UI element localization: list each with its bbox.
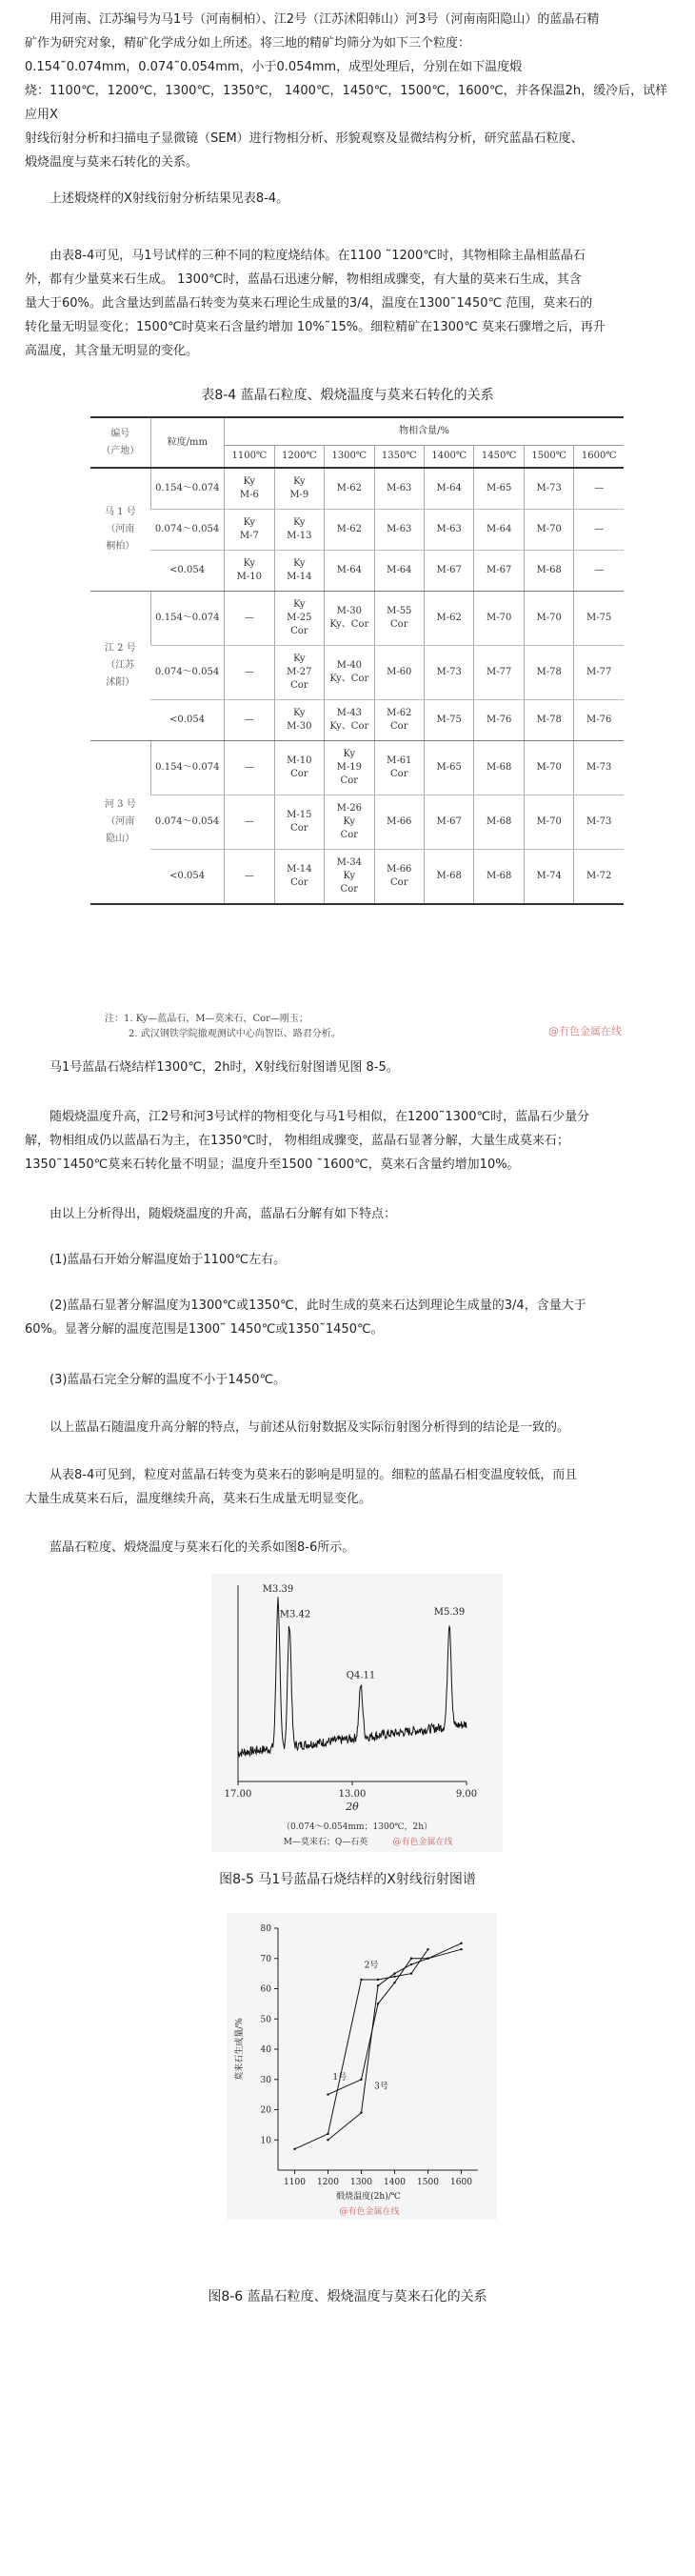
table-row — [90, 468, 624, 510]
figure-8-6-caption: 图8-6 蓝晶石粒度、煅烧温度与莫来石化的关系 — [208, 2289, 487, 2304]
point2-line: (2)蓝晶石显著分解温度为1300℃或1350℃，此时生成的莫来石达到理论生成量的3/4，含量大于 — [50, 1298, 586, 1313]
phase-cell: M-43 Ky、Cor — [325, 700, 374, 741]
size-cell: <0.054 — [150, 700, 225, 741]
paragraph-xrd-ref: 上述煅烧样的X射线衍射分析结果见表8-4。 — [50, 191, 289, 206]
data-point — [360, 2079, 362, 2081]
phase-cell: M-73 — [524, 468, 573, 510]
grain-line: 从表8-4可见到，粒度对蓝晶石转变为莫来石的影响是明显的。细粒的蓝晶石相变温度较低，而且 — [50, 1468, 578, 1482]
mullite-chart — [227, 1913, 497, 2220]
header-temp: 1200℃ — [274, 446, 324, 469]
series-line — [328, 1949, 462, 2140]
phase-cell: — — [574, 510, 624, 551]
phase-cell: M-62 — [424, 592, 473, 646]
phase-cell: M-76 — [474, 700, 524, 741]
phase-cell: Ky M-14 — [274, 551, 324, 592]
phase-table — [90, 416, 624, 905]
phase-cell: M-64 — [374, 551, 424, 592]
phase-cell: M-77 — [574, 646, 624, 700]
phase-cell: — — [225, 741, 274, 795]
data-point — [360, 2111, 362, 2113]
x-axis-title: 煅烧温度(2h)/℃ — [336, 2192, 401, 2202]
phase-cell: — — [225, 592, 274, 646]
phase-cell: M-73 — [574, 795, 624, 850]
phase-cell: M-70 — [524, 795, 573, 850]
phase-cell: M-63 — [374, 510, 424, 551]
table-row — [90, 700, 624, 741]
phase-cell: M-73 — [574, 741, 624, 795]
series-label: 1号 — [332, 2072, 348, 2083]
samples-line: 解，物相组成仍以蓝晶石为主，在1350℃时， 物相组成骤变，蓝晶石显著分解，大量生成莫来石； — [25, 1134, 569, 1148]
y-tick-label: 60 — [260, 1984, 271, 1995]
grain-line: 大量生成莫来石后，温度继续升高，莫来石生成量无明显变化。 — [25, 1492, 372, 1506]
phase-cell: — — [225, 850, 274, 905]
table-row — [90, 795, 624, 850]
header-phase-group: 物相含量/% — [225, 417, 624, 446]
origin-cell: 河 3 号 （河南 隐山） — [90, 741, 150, 905]
phase-cell: M-65 — [474, 468, 524, 510]
data-point — [393, 1982, 395, 1983]
peak-label: M5.39 — [433, 1607, 466, 1619]
phase-cell: M-75 — [574, 592, 624, 646]
paragraph-fig-ref: 马1号蓝晶石烧结样1300℃，2h时，X射线衍射图谱见图 8-5。 — [50, 1060, 399, 1075]
size-cell: <0.054 — [150, 850, 225, 905]
figure-8-5 — [211, 1574, 503, 1852]
xrd-chart — [211, 1574, 503, 1852]
size-cell: 0.074～0.054 — [150, 510, 225, 551]
phase-cell: Ky M-25 Cor — [274, 592, 324, 646]
phase-cell: M-68 — [474, 741, 524, 795]
figure-8-5-caption: 图8-5 马1号蓝晶石烧结样的X射线衍射图谱 — [219, 1872, 476, 1887]
header-temp: 1350℃ — [374, 446, 424, 469]
peak-label: M3.39 — [262, 1583, 294, 1595]
phase-cell: M-64 — [325, 551, 374, 592]
paragraph-point-3: (3)蓝晶石完全分解的温度不小于1450℃。 — [50, 1373, 287, 1387]
phase-cell: M-64 — [474, 510, 524, 551]
table-note-2: 2. 武汉钢铁学院撤观测试中心尚智臣、路君分析。 — [129, 1029, 341, 1039]
paragraph-point-2 — [25, 1294, 672, 1341]
header-temp: 1400℃ — [424, 446, 473, 469]
phase-cell: M-75 — [424, 700, 473, 741]
phase-cell: M-26 Ky Cor — [325, 795, 374, 850]
size-cell: 0.154～0.074 — [150, 741, 225, 795]
figure-watermark: @有色金属在线 — [392, 1838, 453, 1847]
samples-line: 随煅烧温度升高，江2号和河3号试样的物相变化与马1号相似，在1200˜1300℃时，蓝晶石少量分 — [50, 1110, 590, 1124]
table-row — [90, 551, 624, 592]
phase-cell: M-30 Ky、Cor — [325, 592, 374, 646]
phase-cell: M-55 Cor — [374, 592, 424, 646]
phase-cell: M-68 — [474, 795, 524, 850]
phase-cell: M-73 — [424, 646, 473, 700]
intro-line: 矿作为研究对象，精矿化学成分如上所述。将三地的精矿均筛分为如下三个粒度： — [25, 36, 471, 50]
phase-cell: M-68 — [524, 551, 573, 592]
phase-cell: — — [574, 551, 624, 592]
data-point — [293, 2148, 295, 2150]
series-label: 3号 — [374, 2082, 388, 2092]
table-note-1: 注：1. Ky—蓝晶石，M—莫来石，Cor—刚玉； — [105, 1014, 308, 1024]
phase-cell: — — [225, 700, 274, 741]
paragraph-point-1: (1)蓝晶石开始分解温度始于1100℃左右。 — [50, 1253, 287, 1267]
data-point — [410, 1958, 412, 1960]
phase-cell: Ky M-10 — [225, 551, 274, 592]
intro-line: 烧：1100℃，1200℃，1300℃，1350℃， 1400℃，1450℃，1500℃，1600℃，并各保温2h，缓冷后，试样应用X — [25, 84, 668, 122]
header-temp: 1450℃ — [474, 446, 524, 469]
y-tick-label: 80 — [260, 1924, 271, 1934]
phase-cell: M-64 — [424, 468, 473, 510]
phase-cell: M-72 — [574, 850, 624, 905]
data-point — [360, 1979, 362, 1981]
phase-cell: M-15 Cor — [274, 795, 324, 850]
phase-cell: M-40 Ky、Cor — [325, 646, 374, 700]
phase-cell: Ky M-19 Cor — [325, 741, 374, 795]
data-point — [327, 2139, 328, 2141]
data-point — [377, 1979, 379, 1981]
phase-cell: M-74 — [524, 850, 573, 905]
size-cell: 0.074～0.054 — [150, 795, 225, 850]
x-tick-label: 9.00 — [455, 1789, 478, 1800]
table-row — [90, 646, 624, 700]
data-point — [410, 1963, 412, 1965]
phase-cell: M-70 — [474, 592, 524, 646]
size-cell: <0.054 — [150, 551, 225, 592]
phase-cell: M-34 Ky Cor — [325, 850, 374, 905]
origin-cell: 马 1 号 （河南 桐柏） — [90, 468, 150, 592]
figure-8-6 — [227, 1913, 497, 2220]
paragraph-summary-intro: 由以上分析得出，随煅烧温度的升高，蓝晶石分解有如下特点： — [50, 1207, 397, 1221]
phase-cell: Ky M-27 Cor — [274, 646, 324, 700]
size-cell: 0.154～0.074 — [150, 468, 225, 510]
peak-label: Q4.11 — [346, 1670, 376, 1681]
header-size: 粒度/mm — [150, 417, 225, 468]
header-temp: 1500℃ — [524, 446, 573, 469]
phase-cell: M-68 — [424, 850, 473, 905]
x-tick-label: 1500 — [417, 2178, 439, 2187]
watermark: @有色金属在线 — [548, 1025, 622, 1037]
table-row — [90, 592, 624, 646]
x-tick-label: 1200 — [317, 2178, 339, 2187]
y-tick-label: 70 — [260, 1954, 271, 1964]
paragraph-consistency: 以上蓝晶石随温度升高分解的特点，与前述从衍射数据及实际衍射图分析得到的结论是一致的。 — [50, 1420, 570, 1435]
phase-cell: — — [574, 468, 624, 510]
table-caption: 表8-4 蓝晶石粒度、煅烧温度与莫来石转化的关系 — [201, 388, 494, 403]
header-temp: 1300℃ — [325, 446, 374, 469]
phase-cell: M-60 — [374, 646, 424, 700]
phase-cell: Ky M-13 — [274, 510, 324, 551]
phase-cell: Ky M-7 — [225, 510, 274, 551]
phase-cell: M-65 — [424, 741, 473, 795]
data-point — [377, 2002, 379, 2004]
phase-cell: M-66 Cor — [374, 850, 424, 905]
phase-cell: M-62 — [325, 468, 374, 510]
analysis-line: 外，都有少量莫来石生成。 1300℃时，蓝晶石迅速分解，物相组成骤变，有大量的莫来石生成，其含 — [25, 272, 582, 287]
x-tick-label: 1600 — [450, 2178, 472, 2187]
data-point — [327, 2093, 328, 2095]
phase-cell: M-62 Cor — [374, 700, 424, 741]
phase-cell: M-14 Cor — [274, 850, 324, 905]
data-point — [393, 1976, 395, 1978]
phase-cell: M-78 — [524, 646, 573, 700]
origin-cell: 江 2 号 （江苏 沭阳） — [90, 592, 150, 741]
data-point — [460, 1942, 462, 1944]
series-line — [328, 1943, 462, 2095]
peak-label: M3.42 — [279, 1609, 311, 1620]
data-point — [427, 1958, 428, 1960]
y-axis-title: 莫来石生成量/% — [235, 2018, 245, 2081]
figure-watermark: @有色金属在线 — [339, 2207, 400, 2217]
intro-paragraph — [25, 8, 672, 174]
phase-cell: M-76 — [574, 700, 624, 741]
paragraph-analysis — [25, 244, 672, 363]
x-tick-label: 17.00 — [224, 1789, 252, 1800]
samples-line: 1350˜1450℃莫来石转化量不明显；温度升至1500 ˜1600℃，莫来石含量约增加10%。 — [25, 1157, 520, 1172]
x-tick-label: 1300 — [350, 2178, 372, 2187]
size-cell: 0.074～0.054 — [150, 646, 225, 700]
x-tick-label: 1400 — [384, 2178, 406, 2187]
analysis-line: 由表8-4可见，马1号试样的三种不同的粒度烧结体。在1100 ˜1200℃时，其物相除主晶相蓝晶石 — [50, 249, 586, 263]
phase-cell: M-66 — [374, 795, 424, 850]
data-point — [377, 1984, 379, 1986]
y-tick-label: 10 — [260, 2136, 271, 2146]
size-cell: 0.154～0.074 — [150, 592, 225, 646]
point2-line: 60%。显著分解的温度范围是1300˜ 1450℃或1350˜1450℃。 — [25, 1322, 384, 1337]
header-temp: 1600℃ — [574, 446, 624, 469]
phase-cell: Ky M-6 — [225, 468, 274, 510]
phase-cell: M-70 — [524, 592, 573, 646]
phase-cell: M-10 Cor — [274, 741, 324, 795]
y-tick-label: 30 — [260, 2075, 271, 2085]
phase-cell: M-63 — [424, 510, 473, 551]
analysis-line: 高温度，其含量无明显的变化。 — [25, 344, 199, 358]
data-point — [410, 1972, 412, 1974]
data-point — [427, 1948, 428, 1950]
series-label: 2号 — [364, 1961, 379, 1971]
xrd-legend: M—莫来石；Q—石英 — [283, 1838, 368, 1847]
phase-cell: M-70 — [524, 741, 573, 795]
phase-cell: M-67 — [474, 551, 524, 592]
header-temp: 1100℃ — [225, 446, 274, 469]
data-point — [393, 1972, 395, 1974]
y-tick-label: 50 — [260, 2015, 271, 2025]
phase-cell: M-78 — [524, 700, 573, 741]
paragraph-fig86-ref: 蓝晶石粒度、煅烧温度与莫来石化的关系如图8-6所示。 — [50, 1540, 355, 1555]
intro-line: 用河南、江苏编号为马1号（河南桐柏）、江2号（江苏沭阳韩山）河3号（河南南阳隐山）的蓝晶石精 — [50, 12, 600, 27]
analysis-line: 转化量无明显变化；1500℃时莫来石含量约增加 10%˜15%。细粒精矿在1300℃ 莫来石骤增之后，再升 — [25, 320, 606, 334]
table-row — [90, 850, 624, 905]
paragraph-grain-size — [25, 1463, 672, 1511]
data-point — [460, 1948, 462, 1950]
phase-cell: M-77 — [474, 646, 524, 700]
data-point — [327, 2133, 328, 2135]
phase-cell: M-67 — [424, 795, 473, 850]
phase-cell: M-70 — [524, 510, 573, 551]
x-tick-label: 1100 — [284, 2178, 306, 2187]
intro-line: 煅烧温度与莫来石转化的关系。 — [25, 155, 199, 170]
phase-cell: Ky M-30 — [274, 700, 324, 741]
analysis-line: 量大于60%。此含量达到蓝晶石转变为莫来石理论生成量的3/4，温度在1300˜1450℃ 范围，莫来石的 — [25, 296, 593, 311]
paragraph-other-samples — [25, 1105, 672, 1177]
phase-cell: M-62 — [325, 510, 374, 551]
phase-cell: M-63 — [374, 468, 424, 510]
y-tick-label: 40 — [260, 2045, 271, 2055]
phase-cell: M-61 Cor — [374, 741, 424, 795]
phase-cell: M-67 — [424, 551, 473, 592]
table-row — [90, 741, 624, 795]
intro-line: 0.154˜0.074mm，0.074˜0.054mm，小于0.054mm，成型处理后，分别在如下温度煅 — [25, 60, 523, 74]
x-tick-label: 13.00 — [338, 1789, 367, 1800]
phase-cell: — — [225, 646, 274, 700]
phase-cell: — — [225, 795, 274, 850]
y-tick-label: 20 — [260, 2105, 271, 2116]
phase-cell: Ky M-9 — [274, 468, 324, 510]
xrd-condition: （0.074～0.054mm；1300℃，2h） — [281, 1822, 433, 1832]
intro-line: 射线衍射分析和扫描电子显微镜（SEM）进行物相分析、形貌观察及显微结构分析，研究蓝晶石粒度、 — [25, 131, 584, 146]
table-row — [90, 510, 624, 551]
x-axis-title: 2θ — [346, 1801, 359, 1813]
phase-cell: M-68 — [474, 850, 524, 905]
header-origin: 编号 （产地） — [90, 417, 150, 468]
